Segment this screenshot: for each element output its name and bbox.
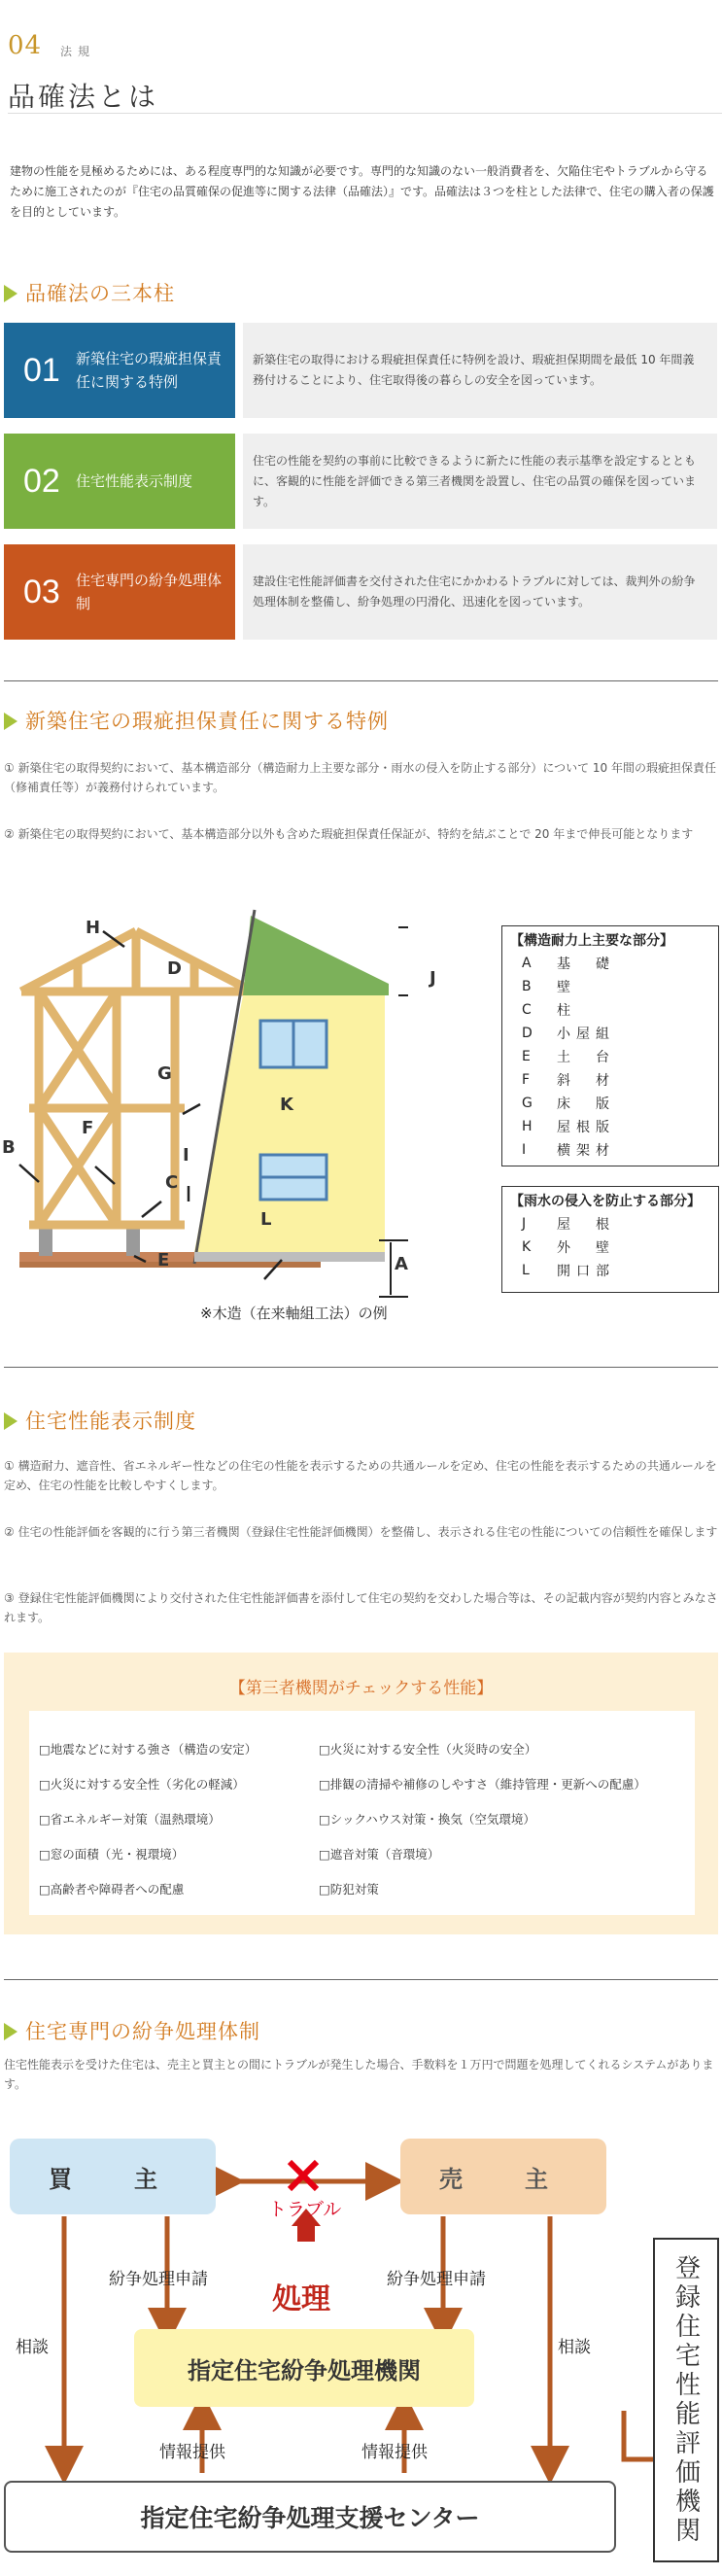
rain-legend	[501, 1186, 719, 1293]
pillar-title: 住宅性能表示制度	[76, 472, 193, 490]
apply-left-label: 紛争処理申請	[109, 2270, 208, 2289]
pillar-number: 02	[23, 463, 60, 500]
legend-row: C 柱	[522, 1002, 576, 1019]
trouble-cross-icon	[290, 2162, 317, 2189]
check-list	[29, 1711, 695, 1915]
pillar-number: 01	[23, 352, 60, 389]
pillar-description: 建設住宅性能評価書を交付された住宅にかかわるトラブルに対しては、裁判外の紛争処理体制を整備し、紛争処理の円滑化、迅速化を図っています。	[243, 544, 717, 640]
diagram-letter-f: F	[82, 1118, 94, 1138]
pillar-number: 03	[23, 574, 60, 610]
section-tag: 法規	[60, 45, 96, 58]
structural-legend-title: 【構造耐力上主要な部分】	[510, 933, 673, 949]
legend-row: H 屋根版	[522, 1119, 615, 1135]
diagram-letter-l: L	[260, 1209, 272, 1230]
legend-row: G 床 版	[522, 1096, 615, 1112]
pillar-02	[4, 434, 717, 529]
pier-left	[39, 1225, 52, 1256]
check-item: □省エネルギー対策（温熱環境）	[39, 1812, 221, 1827]
diagram-letter-a: A	[395, 1254, 408, 1274]
check-panel-title: 【第三者機関がチェックする性能】	[228, 1679, 494, 1698]
pillar-label	[4, 434, 235, 529]
info-right-label: 情報提供	[361, 2443, 428, 2462]
legend-row: J 屋 根	[522, 1216, 615, 1233]
check-item: □シックハウス対策・換気（空気環境）	[319, 1812, 535, 1827]
check-item: □窓の面積（光・視環境）	[39, 1847, 185, 1862]
pier-right	[126, 1225, 140, 1256]
dispute-note: 住宅性能表示を受けた住宅は、売主と買主との間にトラブルが発生した場合、手数料を１万円で問題を処理してくれるシステムがあります。	[4, 2058, 714, 2091]
legend-row: D 小屋組	[522, 1026, 615, 1042]
process-label: 処理	[272, 2282, 330, 2316]
pillar-title: 住宅専門の紛争処理体制	[76, 572, 223, 612]
check-item: □火災に対する安全性（火災時の安全）	[319, 1742, 537, 1757]
pillar-description: 住宅の性能を契約の事前に比較できるように新たに性能の表示基準を設定するとともに、客観的に性能を評価できる第三者機関を設置し、住宅の品質の確保を図っています。	[243, 434, 717, 529]
seller-box: 売 主	[400, 2139, 606, 2214]
apply-right-label: 紛争処理申請	[387, 2270, 486, 2289]
diagram-letter-k: K	[280, 1095, 293, 1115]
performance-note-3: ③ 登録住宅性能評価機関により交付された住宅性能評価書を添付して住宅の契約を交わした場合等は、その記載内容が契約内容とみなされます。	[4, 1591, 718, 1624]
performance-note-1: ① 構造耐力、遮音性、省エネルギー性などの住宅の性能を表示するための共通ルールを定め、住宅の性能を表示するための共通ルールを定め、住宅の性能を比較しやすくします。	[4, 1459, 717, 1492]
section-divider	[4, 1367, 718, 1368]
legend-row: E 土 台	[522, 1049, 615, 1065]
house-structure-diagram	[0, 894, 408, 1341]
pillar-01	[4, 323, 717, 418]
structural-legend	[501, 925, 719, 1166]
check-item: □高齢者や障碍者への配慮	[39, 1882, 185, 1897]
diagram-letter-d: D	[167, 958, 182, 979]
triangle-bullet-icon	[4, 713, 17, 730]
registered-agency-box	[653, 2238, 719, 2562]
legend-row: K 外 壁	[522, 1239, 615, 1256]
registered-agency-label: 登録住宅性能評価機関	[670, 2254, 701, 2546]
consult-left-label: 相談	[16, 2338, 49, 2357]
check-item: □遮音対策（音環境）	[319, 1847, 440, 1862]
rain-legend-title: 【雨水の侵入を防止する部分】	[510, 1194, 701, 1209]
legend-row: A 基 礎	[522, 956, 615, 972]
section-divider	[4, 680, 718, 681]
diagram-letter-g: G	[157, 1063, 172, 1084]
pillar-label	[4, 544, 235, 640]
buyer-box: 買 主	[10, 2139, 216, 2214]
agency-box: 指定住宅紛争処理機関	[134, 2329, 474, 2407]
check-item: □防犯対策	[319, 1882, 379, 1897]
performance-note-2: ② 住宅の性能評価を客観的に行う第三者機関（登録住宅性能評価機関）を整備し、表示される住宅の性能についての信頼性を確保します	[4, 1525, 718, 1539]
warranty-note-1: ① 新築住宅の取得契約において、基本構造部分（構造耐力上主要な部分・雨水の侵入を防止する部分）について 10 年間の瑕疵担保責任（修補責任等）が義務付けられています。	[4, 761, 716, 794]
pillars-heading: 品確法の三本柱	[4, 278, 175, 307]
header-divider	[8, 113, 722, 114]
check-item: □地震などに対する強さ（構造の安定）	[39, 1742, 258, 1757]
pillar-title: 新築住宅の瑕疵担保責任に関する特例	[76, 350, 223, 391]
triangle-bullet-icon	[4, 1412, 17, 1430]
diagram-letter-h: H	[86, 918, 101, 938]
legend-row: I 横架材	[522, 1142, 615, 1159]
section-number: 04	[8, 31, 43, 60]
diagram-letter-i: I	[183, 1145, 189, 1166]
trouble-label: トラブル	[268, 2199, 342, 2220]
roof	[243, 916, 389, 995]
check-item: □火災に対する安全性（劣化の軽減）	[39, 1777, 245, 1792]
intro-text: 建物の性能を見極めるためには、ある程度専門的な知識が必要です。専門的な知識のない一般消費者を、欠陥住宅やトラブルから守るために施工されたのが『住宅の品質確保の促進等に関する法律（品確法）』です。品確法は３つを柱とした法律で、住宅の購入者の保護を目的としています。	[10, 164, 714, 219]
triangle-bullet-icon	[4, 2023, 17, 2040]
pillar-label	[4, 323, 235, 418]
warranty-heading: 新築住宅の瑕疵担保責任に関する特例	[4, 706, 389, 735]
page-title: 品確法とは	[8, 81, 159, 113]
legend-row: F 斜 材	[522, 1072, 615, 1089]
diagram-letter-j: J	[430, 968, 436, 989]
support-center-box: 指定住宅紛争処理支援センター	[4, 2481, 616, 2553]
consult-right-label: 相談	[558, 2338, 591, 2357]
diagram-letter-e: E	[157, 1250, 170, 1271]
legend-row: L 開口部	[522, 1263, 615, 1279]
warranty-note-2: ② 新築住宅の取得契約において、基本構造部分以外も含めた瑕疵担保責任保証が、特約を結ぶことで 20 年まで伸長可能となります	[4, 827, 694, 841]
info-left-label: 情報提供	[159, 2443, 225, 2462]
section-divider	[4, 1979, 718, 1980]
dispute-heading: 住宅専門の紛争処理体制	[4, 2016, 260, 2045]
diagram-letter-b: B	[2, 1137, 16, 1158]
triangle-bullet-icon	[4, 285, 17, 302]
check-item: □排観の清掃や補修のしやすさ（維持管理・更新への配慮）	[319, 1777, 646, 1792]
performance-heading: 住宅性能表示制度	[4, 1406, 196, 1435]
diagram-letter-c: C	[165, 1172, 179, 1193]
pillar-03	[4, 544, 717, 640]
legend-row: B 壁	[522, 979, 576, 995]
diagram-caption: ※木造（在来軸組工法）の例	[200, 1305, 388, 1322]
pillar-description: 新築住宅の取得における瑕疵担保責任に特例を設け、瑕疵担保期間を最低 10 年間義務付けることにより、住宅取得後の暮らしの安全を図っています。	[243, 323, 717, 418]
